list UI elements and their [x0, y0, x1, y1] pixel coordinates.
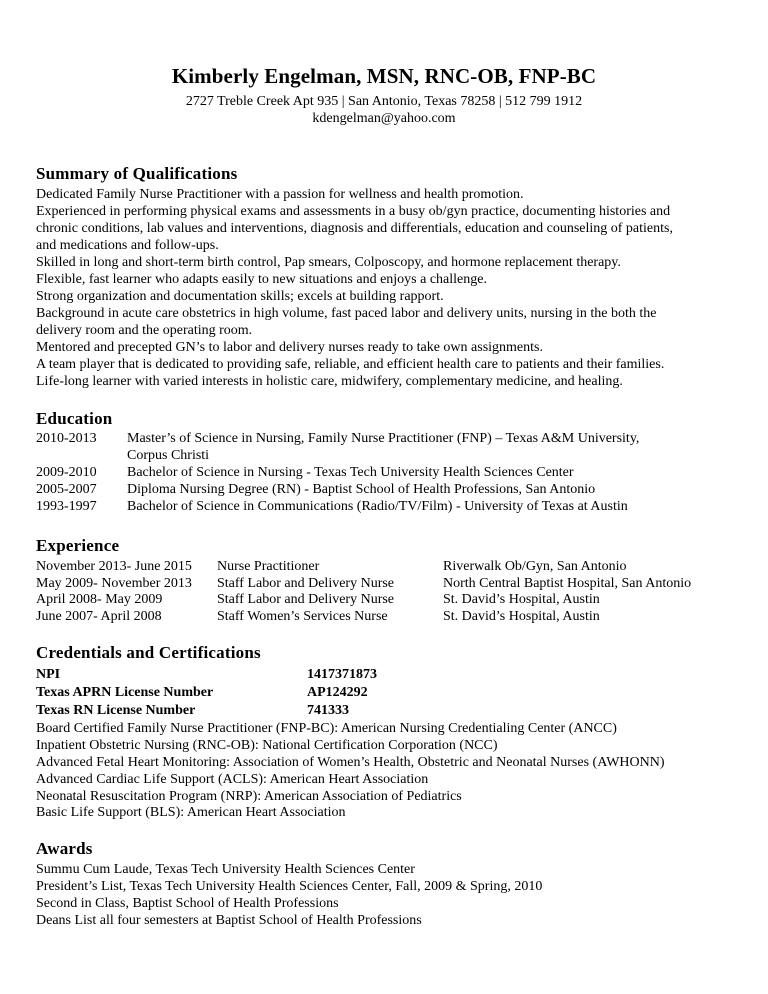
education-heading: Education	[36, 409, 113, 428]
experience-row	[36, 558, 736, 575]
awards-heading: Awards	[36, 839, 93, 858]
summary-line: delivery room and the operating room.	[36, 323, 253, 338]
experience-title: Staff Labor and Delivery Nurse	[217, 576, 395, 591]
credential-id-label: NPI	[36, 667, 61, 682]
experience-employer: St. David’s Hospital, Austin	[443, 592, 600, 607]
credential-id-label: Texas RN License Number	[36, 703, 196, 718]
experience-title: Staff Labor and Delivery Nurse	[217, 592, 395, 607]
award-line: Summu Cum Laude, Texas Tech University Health Sciences Center	[36, 862, 415, 877]
credential-id-row	[36, 666, 736, 683]
award-line: President’s List, Texas Tech University Health Sciences Center, Fall, 2009 & Spring, 2010	[36, 879, 543, 894]
experience-dates: June 2007- April 2008	[36, 609, 162, 624]
summary-heading: Summary of Qualifications	[36, 164, 238, 183]
education-row	[36, 430, 736, 447]
credential-id-label: Texas APRN License Number	[36, 685, 214, 700]
credential-id-value: AP124292	[307, 685, 368, 700]
experience-employer: Riverwalk Ob/Gyn, San Antonio	[443, 559, 627, 574]
contact-email: kdengelman@yahoo.com	[312, 111, 456, 126]
experience-row	[36, 575, 736, 592]
education-degree: Corpus Christi	[127, 448, 210, 463]
experience-dates: November 2013- June 2015	[36, 559, 192, 574]
education-row	[36, 464, 736, 481]
education-years: 2009-2010	[36, 465, 97, 480]
credential-id-value: 1417371873	[307, 667, 377, 682]
education-years: 2005-2007	[36, 482, 97, 497]
summary-line: A team player that is dedicated to providing safe, reliable, and efficient health care to patients and their families.	[36, 357, 665, 372]
certification-line: Inpatient Obstetric Nursing (RNC-OB): National Certification Corporation (NCC)	[36, 738, 498, 753]
experience-employer: North Central Baptist Hospital, San Antonio	[443, 576, 692, 591]
award-line: Second in Class, Baptist School of Health Professions	[36, 896, 339, 911]
credential-id-row	[36, 702, 736, 719]
education-row	[36, 498, 736, 515]
experience-heading: Experience	[36, 536, 120, 555]
certification-line: Neonatal Resuscitation Program (NRP): American Association of Pediatrics	[36, 789, 462, 804]
certification-line: Board Certified Family Nurse Practitioner (FNP-BC): American Nursing Credentialing Center (ANCC)	[36, 721, 617, 736]
education-degree: Bachelor of Science in Nursing - Texas Tech University Health Sciences Center	[127, 465, 574, 480]
experience-dates: April 2008- May 2009	[36, 592, 163, 607]
credentials-heading: Credentials and Certifications	[36, 643, 261, 662]
award-line: Deans List all four semesters at Baptist School of Health Professions	[36, 913, 422, 928]
contact-address: 2727 Treble Creek Apt 935 | San Antonio, Texas 78258 | 512 799 1912	[185, 94, 583, 109]
candidate-name: Kimberly Engelman, MSN, RNC-OB, FNP-BC	[171, 64, 597, 88]
education-row	[36, 481, 736, 498]
summary-line: Flexible, fast learner who adapts easily to new situations and enjoys a challenge.	[36, 272, 487, 287]
experience-title: Staff Women’s Services Nurse	[217, 609, 388, 624]
certification-line: Advanced Fetal Heart Monitoring: Association of Women’s Health, Obstetric and Neonatal Nurses (AWHONN)	[36, 755, 665, 770]
education-degree: Bachelor of Science in Communications (Radio/TV/Film) - University of Texas at Austin	[127, 499, 628, 514]
summary-line: Skilled in long and short-term birth control, Pap smears, Colposcopy, and hormone replacement therapy.	[36, 255, 621, 270]
education-degree: Diploma Nursing Degree (RN) - Baptist School of Health Professions, San Antonio	[127, 482, 596, 497]
experience-employer: St. David’s Hospital, Austin	[443, 609, 600, 624]
certification-line: Advanced Cardiac Life Support (ACLS): American Heart Association	[36, 772, 429, 787]
credential-id-row	[36, 684, 736, 701]
summary-line: Background in acute care obstetrics in high volume, fast paced labor and delivery units, nursing in the both the	[36, 306, 657, 321]
education-years: 1993-1997	[36, 499, 97, 514]
summary-line: and medications and follow-ups.	[36, 238, 219, 253]
summary-line: Mentored and precepted GN’s to labor and delivery nurses ready to take own assignments.	[36, 340, 543, 355]
credential-id-value: 741333	[307, 703, 349, 718]
experience-dates: May 2009- November 2013	[36, 576, 192, 591]
experience-title: Nurse Practitioner	[217, 559, 320, 574]
education-row	[36, 447, 736, 464]
summary-line: chronic conditions, lab values and interventions, diagnosis and differentials, education and counseling of patients,	[36, 221, 673, 236]
summary-line: Life-long learner with varied interests in holistic care, midwifery, complementary medicine, and healing.	[36, 374, 623, 389]
experience-row	[36, 591, 736, 608]
summary-line: Experienced in performing physical exams and assessments in a busy ob/gyn practice, documenting histories and	[36, 204, 671, 219]
certification-line: Basic Life Support (BLS): American Heart Association	[36, 805, 346, 820]
experience-row	[36, 608, 736, 625]
summary-line: Dedicated Family Nurse Practitioner with a passion for wellness and health promotion.	[36, 187, 524, 202]
education-degree: Master’s of Science in Nursing, Family Nurse Practitioner (FNP) – Texas A&M University,	[127, 431, 640, 446]
summary-line: Strong organization and documentation skills; excels at building rapport.	[36, 289, 444, 304]
education-years: 2010-2013	[36, 431, 97, 446]
